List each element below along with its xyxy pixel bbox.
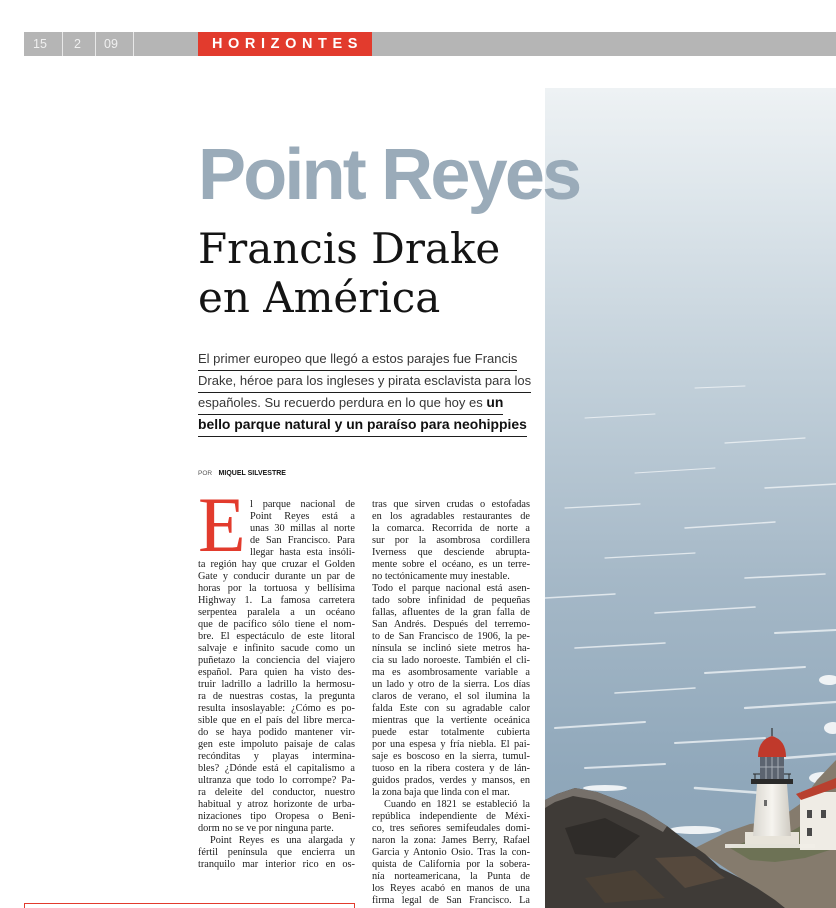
ocean xyxy=(545,88,836,908)
lead-line xyxy=(198,416,538,438)
body-line: horas por la tortuosa y bellísima xyxy=(198,583,355,594)
body-line: to de San Francisco de 1906, la pe- xyxy=(372,631,530,642)
body-line: unas 30 millas al norte xyxy=(250,523,355,534)
body-line: puñetazo la conciencia del viajero xyxy=(198,655,355,666)
body-column-1 xyxy=(198,499,355,871)
body-line: la comarca. Recorrida de norte a xyxy=(372,523,530,534)
body-line: Cuando en 1821 se estableció la xyxy=(384,799,530,810)
body-line: Point Reyes es una alargada y xyxy=(210,835,355,846)
body-line: puede estar totalmente cubierta xyxy=(372,727,530,738)
article-subtitle xyxy=(198,224,500,322)
body-line: ma es asombrosamente variable a xyxy=(372,667,530,678)
body-line: español. Para quien ha visto des- xyxy=(198,667,355,678)
subtitle-line: Francis Drake xyxy=(198,224,501,273)
body-line: firma legal de San Francisco. La xyxy=(372,895,530,906)
body-line: fértil península que encierra un xyxy=(198,847,355,858)
body-line: serpentea paralela a un océano xyxy=(198,607,355,618)
body-line: Highway 1. La famosa carretera xyxy=(198,595,355,606)
drop-cap: E xyxy=(198,481,246,568)
lead-bold-text: un xyxy=(486,394,504,410)
lead-text xyxy=(198,351,517,371)
lead-text xyxy=(198,416,527,437)
lead-text xyxy=(198,394,503,415)
body-line: bre. El espectáculo de este litoral xyxy=(198,631,355,642)
lead-regular-text: El primer europeo que llegó a estos parajes fue Francis xyxy=(198,351,518,366)
body-line: Iverness que desciende abrupta- xyxy=(372,547,530,558)
body-line: nizaciones tipo Oropesa o Beni- xyxy=(198,811,355,822)
body-line: llegar hasta esta insóli- xyxy=(250,547,355,558)
lead-regular-text: españoles. Su recuerdo perdura en lo que hoy es xyxy=(198,395,487,410)
body-line: mente sobre el océano, es un terre- xyxy=(372,559,530,570)
body-line: l parque nacional de xyxy=(250,499,355,510)
subtitle-line: en América xyxy=(198,273,441,322)
body-line: de San Francisco. Para xyxy=(250,535,355,546)
body-line: la zona baja que linda con el mar. xyxy=(372,787,510,798)
date-day: 15 xyxy=(33,37,47,51)
header-bar xyxy=(24,32,836,56)
body-line: los Reyes acabó en manos de una xyxy=(372,883,530,894)
body-line: ra deleite del conductor, nuestro xyxy=(198,787,355,798)
body-line: Todo el parque nacional está asen- xyxy=(372,583,530,594)
lead-line xyxy=(198,394,538,416)
body-line: salvaje e infinito sacude como un xyxy=(198,643,355,654)
body-line: tras que sirven crudas o estofadas xyxy=(372,499,530,510)
body-line: do se haya podido mantener vir- xyxy=(198,727,355,738)
lead-line xyxy=(198,372,538,394)
lead-regular-text: Drake, héroe para los ingleses y pirata esclavista para los xyxy=(198,373,532,388)
body-line: truir ladrillo a ladrillo la hermosu- xyxy=(198,679,355,690)
body-line: Garcia y Antonio Osio. Tras la con- xyxy=(372,847,530,858)
body-line: bles? ¿Dónde está el capitalismo a xyxy=(198,763,355,774)
body-line: ta región hay que cruzar el Golden xyxy=(198,559,355,570)
date-separator xyxy=(95,32,96,56)
body-line: co, tres señores semifeudales domi- xyxy=(372,823,530,834)
body-line: claros de verano, el sol ilumina la xyxy=(372,691,530,702)
body-line: naron la zona: James Berry, Rafael xyxy=(372,835,530,846)
body-line: sur por la asombrosa cordillera xyxy=(372,535,530,546)
body-line: tado sobre infinidad de pequeñas xyxy=(372,595,530,606)
lead-line xyxy=(198,350,538,372)
lighthouse-photo xyxy=(545,88,836,908)
byline xyxy=(198,462,286,480)
body-line: un lado y otro de la sierra. Los días xyxy=(372,679,530,690)
body-line: habitual y atroz horizonte de urba- xyxy=(198,799,355,810)
body-line: Gate y conducir durante un par de xyxy=(198,571,355,582)
body-line: república independiente de Méxi- xyxy=(372,811,530,822)
body-line: tranquilo mar interior rico en os- xyxy=(198,859,355,870)
body-line: resulta insoslayable: ¿Cómo es po- xyxy=(198,703,355,714)
date-separator xyxy=(62,32,63,56)
date-year: 09 xyxy=(104,37,118,51)
body-line: en los agradables restaurantes de xyxy=(372,511,530,522)
section-tag: HORIZONTES xyxy=(198,32,372,56)
date-separator xyxy=(133,32,134,56)
body-line: ultranza que todo lo corrompe? Pa- xyxy=(198,775,355,786)
body-line: quista de California por la sobera- xyxy=(372,859,530,870)
body-line: gen este impoluto paisaje de calas xyxy=(198,739,355,750)
body-line: nínsula se inclinó siete metros ha- xyxy=(372,643,530,654)
byline-author: MIQUEL SILVESTRE xyxy=(218,470,286,477)
lead-paragraph xyxy=(198,350,538,438)
body-line: por una espesa y fría niebla. El pai- xyxy=(372,739,530,750)
body-line: guidos prados, verdes y mansos, en xyxy=(372,775,530,786)
body-line: no tectónicamente muy inestable. xyxy=(372,571,510,582)
byline-prefix: POR xyxy=(198,470,213,477)
body-line: mientras que la vertiente oceánica xyxy=(372,715,530,726)
body-line: saje es boscoso en la sierra, tumul- xyxy=(372,751,530,762)
body-line: dorm no se ve por ninguna parte. xyxy=(198,823,334,834)
body-line: falda Este con su agradable calor xyxy=(372,703,530,714)
sidebar-box-edge xyxy=(24,903,355,908)
lead-text xyxy=(198,373,531,393)
body-line: recónditas y playas intermina- xyxy=(198,751,355,762)
body-line: nía norteamericana, la Punta de xyxy=(372,871,530,882)
body-line: tuoso en la ribera costera y de lán- xyxy=(372,763,530,774)
body-line: San Andrés. Después del terremo- xyxy=(372,619,530,630)
body-line: Point Reyes está a xyxy=(250,511,355,522)
body-line: ra de nuestras costas, la pregunta xyxy=(198,691,355,702)
body-column-2 xyxy=(372,499,530,907)
article-title: Point Reyes xyxy=(198,135,580,215)
body-line: sible que en el país del libre merca- xyxy=(198,715,355,726)
body-line: fallas, afluentes de la gran falla de xyxy=(372,607,530,618)
body-line: que de pacífico sólo tiene el nom- xyxy=(198,619,355,630)
body-line: cia su lado noroeste. También el cli- xyxy=(372,655,530,666)
date-month: 2 xyxy=(74,37,81,51)
lead-bold-text: bello parque natural y un paraíso para neohippies xyxy=(198,416,527,432)
